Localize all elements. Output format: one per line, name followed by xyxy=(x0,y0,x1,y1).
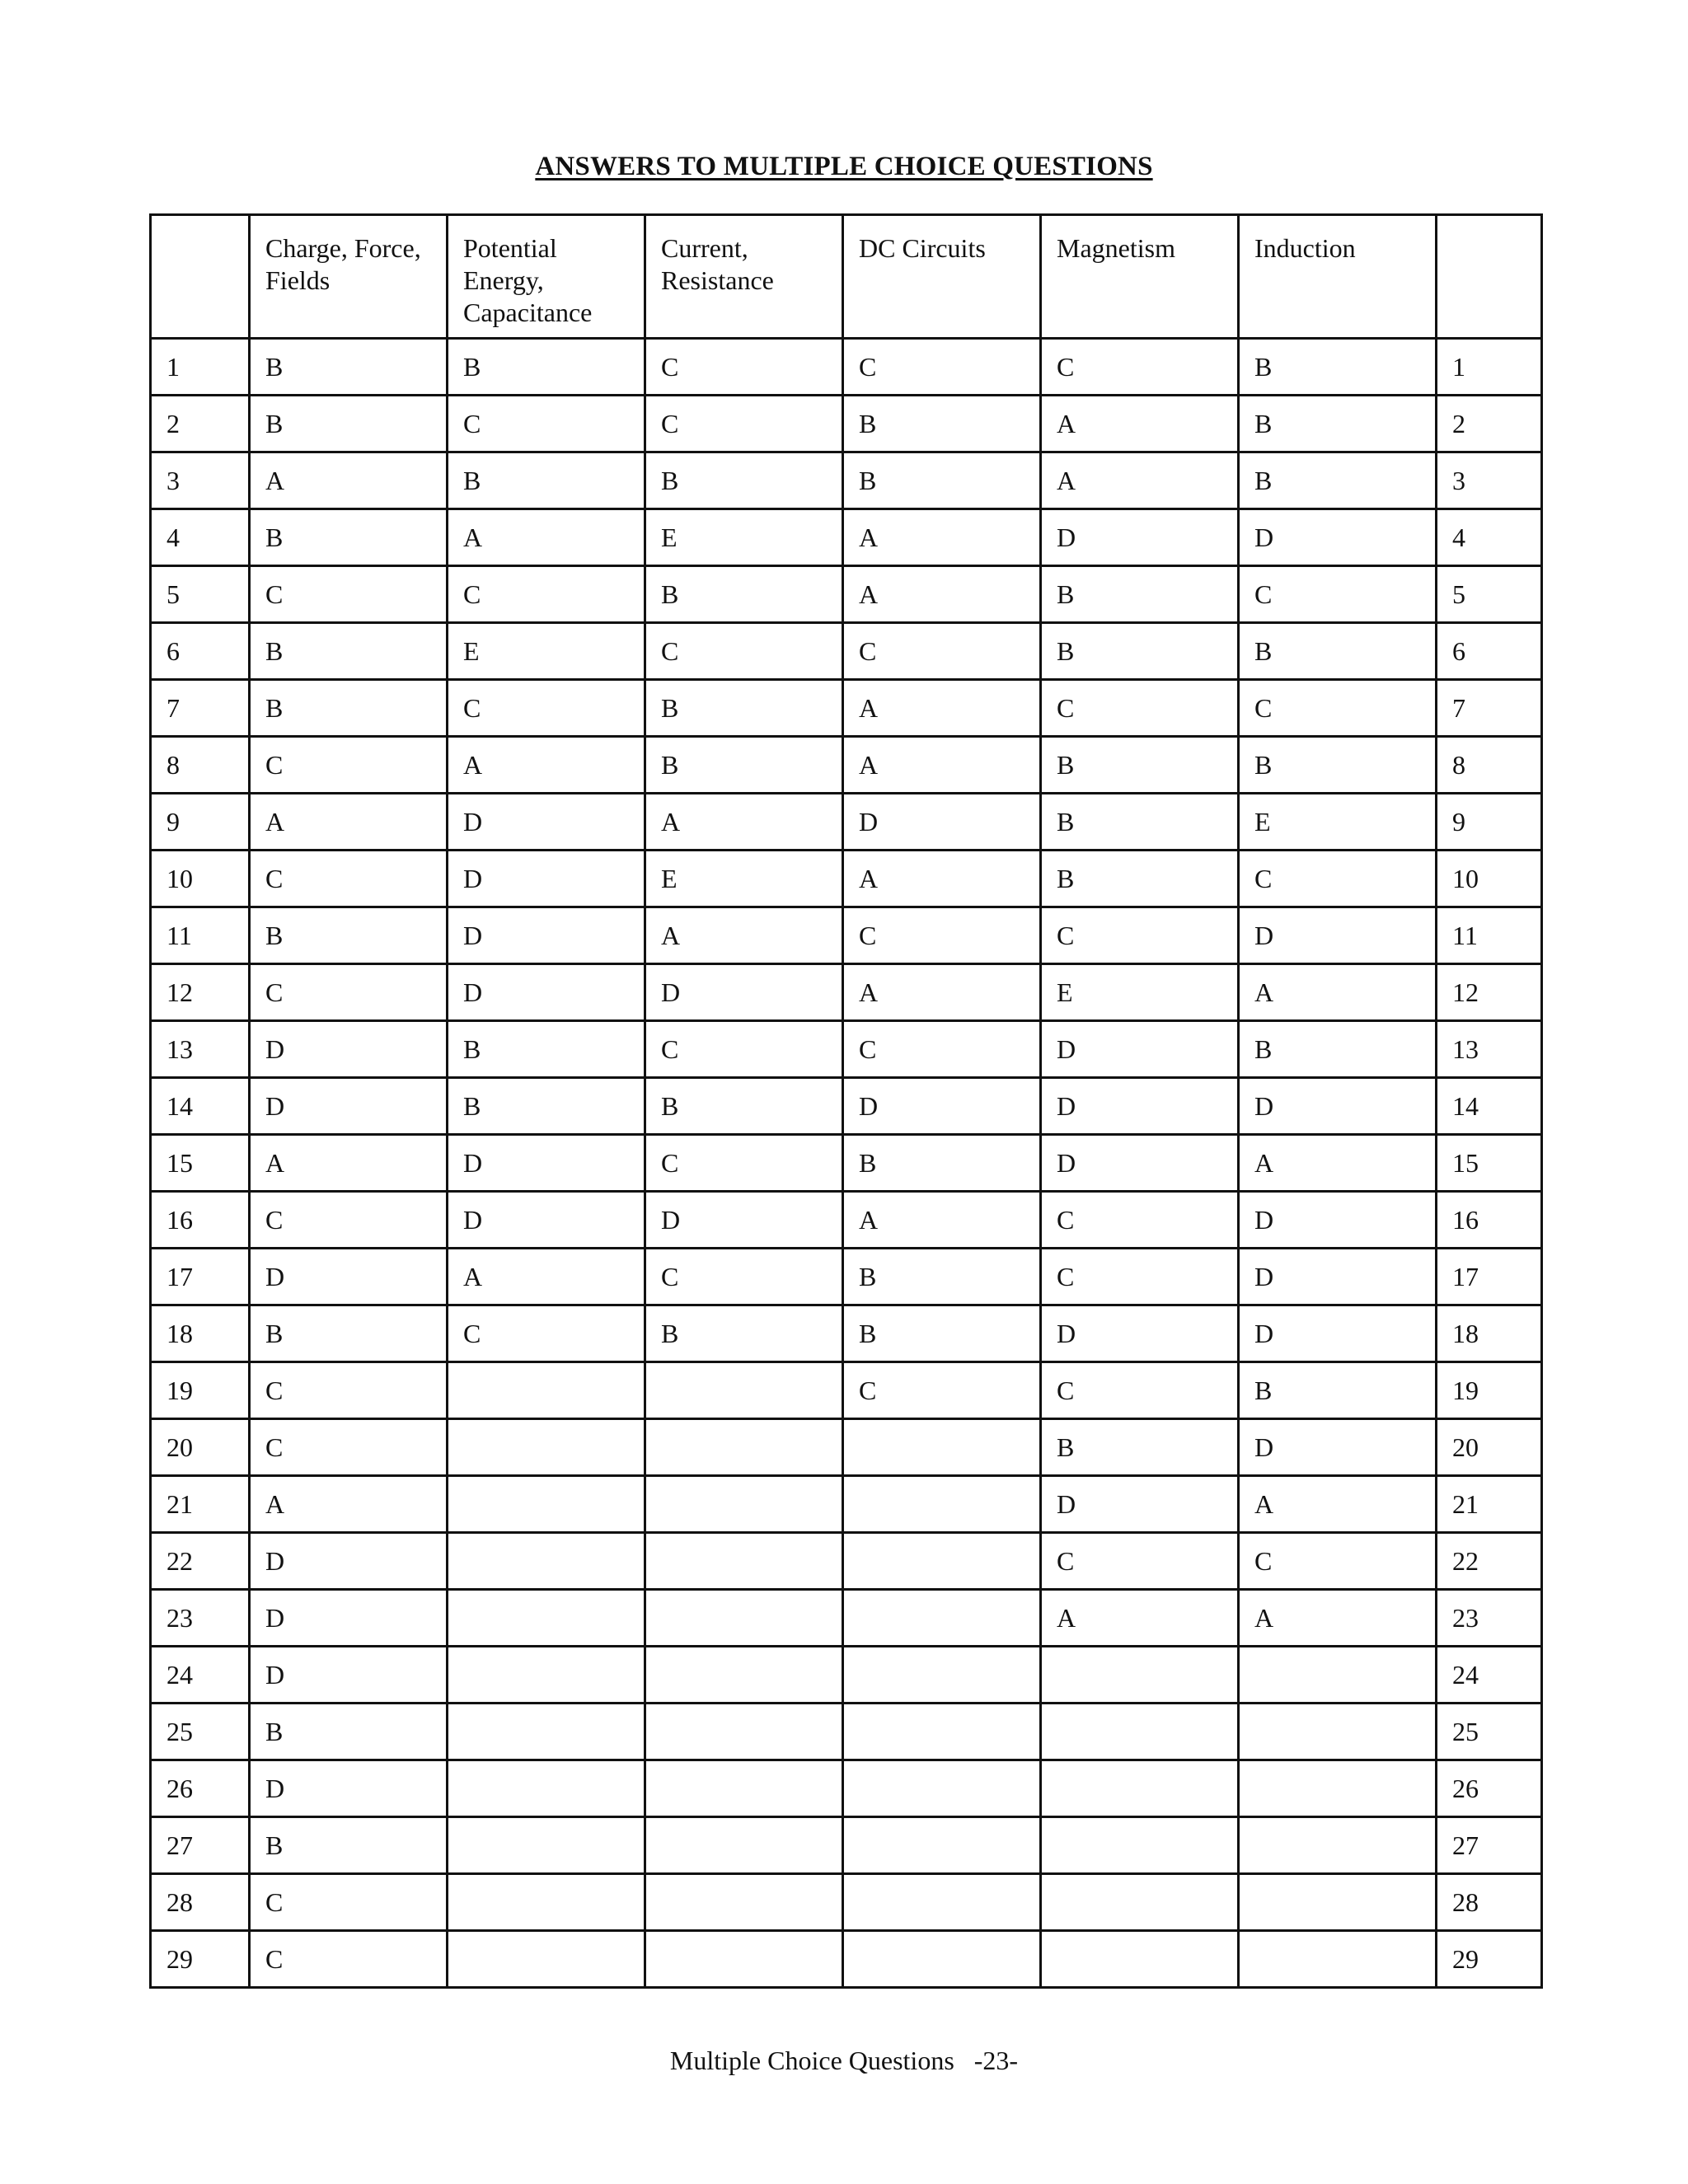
question-number-left: 8 xyxy=(151,737,250,794)
table-row xyxy=(151,1647,1542,1704)
question-number-left: 27 xyxy=(151,1817,250,1874)
question-number-left: 7 xyxy=(151,680,250,737)
footer-label: Multiple Choice Questions xyxy=(669,2046,954,2075)
answer-cell: A xyxy=(645,907,843,964)
question-number-right: 21 xyxy=(1437,1476,1542,1533)
question-number-right: 24 xyxy=(1437,1647,1542,1704)
table-row xyxy=(151,566,1542,623)
question-number-left: 2 xyxy=(151,396,250,452)
answer-cell: D xyxy=(250,1760,448,1817)
question-number-right: 2 xyxy=(1437,396,1542,452)
answer-cell xyxy=(448,1874,645,1931)
answer-cell: A xyxy=(1239,1590,1437,1647)
question-number-right: 9 xyxy=(1437,794,1542,851)
table-row xyxy=(151,1021,1542,1078)
table-row xyxy=(151,452,1542,509)
answer-cell: A xyxy=(843,737,1041,794)
answer-cell: E xyxy=(448,623,645,680)
answer-cell: C xyxy=(843,1362,1041,1419)
table-row xyxy=(151,1192,1542,1249)
answer-cell: D xyxy=(250,1078,448,1135)
answer-cell: D xyxy=(645,964,843,1021)
answer-cell xyxy=(645,1362,843,1419)
answer-cell: B xyxy=(843,1249,1041,1305)
answer-cell: D xyxy=(1239,509,1437,566)
answer-cell xyxy=(1041,1874,1239,1931)
question-number-left: 3 xyxy=(151,452,250,509)
answer-cell: B xyxy=(843,1305,1041,1362)
question-number-left: 4 xyxy=(151,509,250,566)
answer-cell: A xyxy=(1239,1476,1437,1533)
answer-cell: C xyxy=(843,1021,1041,1078)
question-number-left: 5 xyxy=(151,566,250,623)
question-number-right: 1 xyxy=(1437,339,1542,396)
answer-cell: B xyxy=(1239,623,1437,680)
header-corner-right xyxy=(1437,215,1542,339)
answer-cell: B xyxy=(1041,566,1239,623)
answer-cell: D xyxy=(843,794,1041,851)
question-number-right: 10 xyxy=(1437,851,1542,907)
question-number-right: 6 xyxy=(1437,623,1542,680)
answer-cell: B xyxy=(250,907,448,964)
question-number-right: 25 xyxy=(1437,1704,1542,1760)
answer-cell: B xyxy=(448,1021,645,1078)
column-header: Induction xyxy=(1239,215,1437,339)
answer-cell xyxy=(1239,1704,1437,1760)
answer-cell: A xyxy=(1041,1590,1239,1647)
answer-cell: B xyxy=(250,680,448,737)
answer-cell: C xyxy=(448,680,645,737)
answer-cell: A xyxy=(250,452,448,509)
answer-cell: A xyxy=(448,737,645,794)
question-number-left: 28 xyxy=(151,1874,250,1931)
answer-cell: C xyxy=(1041,1533,1239,1590)
question-number-right: 29 xyxy=(1437,1931,1542,1988)
question-number-left: 13 xyxy=(151,1021,250,1078)
column-header: Magnetism xyxy=(1041,215,1239,339)
answer-cell: A xyxy=(448,509,645,566)
question-number-right: 12 xyxy=(1437,964,1542,1021)
question-number-left: 23 xyxy=(151,1590,250,1647)
answer-cell: C xyxy=(250,851,448,907)
page-number: -23- xyxy=(973,2046,1019,2075)
answer-cell: B xyxy=(645,737,843,794)
answer-cell: C xyxy=(645,1249,843,1305)
table-row xyxy=(151,1419,1542,1476)
question-number-right: 15 xyxy=(1437,1135,1542,1192)
table-row xyxy=(151,1704,1542,1760)
question-number-left: 11 xyxy=(151,907,250,964)
answer-cell: D xyxy=(1239,1305,1437,1362)
answer-cell: C xyxy=(250,1192,448,1249)
answer-cell: D xyxy=(1041,1135,1239,1192)
table-row xyxy=(151,1931,1542,1988)
answer-cell: D xyxy=(1041,509,1239,566)
answer-cell xyxy=(843,1874,1041,1931)
answer-cell: C xyxy=(1041,680,1239,737)
answer-cell: B xyxy=(1041,737,1239,794)
question-number-left: 19 xyxy=(151,1362,250,1419)
answer-cell: D xyxy=(448,964,645,1021)
header-corner-left xyxy=(151,215,250,339)
answer-cell: C xyxy=(645,1021,843,1078)
answer-cell: A xyxy=(843,509,1041,566)
table-row xyxy=(151,1305,1542,1362)
answer-cell: D xyxy=(1239,1249,1437,1305)
answer-cell: A xyxy=(1041,452,1239,509)
table-row xyxy=(151,737,1542,794)
answer-cell: E xyxy=(1041,964,1239,1021)
question-number-left: 12 xyxy=(151,964,250,1021)
question-number-left: 9 xyxy=(151,794,250,851)
answer-cell: C xyxy=(250,1362,448,1419)
question-number-right: 5 xyxy=(1437,566,1542,623)
answer-cell xyxy=(843,1590,1041,1647)
answer-cell xyxy=(448,1362,645,1419)
answer-cell: D xyxy=(1041,1305,1239,1362)
answer-cell xyxy=(448,1704,645,1760)
answer-cell xyxy=(448,1760,645,1817)
question-number-right: 20 xyxy=(1437,1419,1542,1476)
table-row xyxy=(151,1362,1542,1419)
answer-cell: C xyxy=(1239,680,1437,737)
column-header: Current, Resistance xyxy=(645,215,843,339)
answer-cell: D xyxy=(250,1021,448,1078)
column-header: DC Circuits xyxy=(843,215,1041,339)
answer-cell: B xyxy=(448,1078,645,1135)
question-number-right: 17 xyxy=(1437,1249,1542,1305)
question-number-left: 14 xyxy=(151,1078,250,1135)
question-number-right: 18 xyxy=(1437,1305,1542,1362)
question-number-right: 23 xyxy=(1437,1590,1542,1647)
answer-cell xyxy=(645,1419,843,1476)
question-number-right: 4 xyxy=(1437,509,1542,566)
answer-cell xyxy=(645,1874,843,1931)
question-number-right: 27 xyxy=(1437,1817,1542,1874)
answer-cell xyxy=(1041,1760,1239,1817)
answer-cell xyxy=(645,1704,843,1760)
answer-cell: B xyxy=(1239,737,1437,794)
answer-cell: B xyxy=(645,566,843,623)
answer-cell: B xyxy=(1239,396,1437,452)
answer-cell: C xyxy=(843,339,1041,396)
answer-table-body xyxy=(151,339,1542,1988)
answer-cell xyxy=(645,1931,843,1988)
answer-cell: B xyxy=(1239,1021,1437,1078)
question-number-left: 18 xyxy=(151,1305,250,1362)
question-number-right: 13 xyxy=(1437,1021,1542,1078)
answer-cell xyxy=(645,1476,843,1533)
answer-cell xyxy=(448,1817,645,1874)
answer-cell: B xyxy=(645,452,843,509)
question-number-left: 25 xyxy=(151,1704,250,1760)
answer-cell xyxy=(843,1476,1041,1533)
answer-cell: D xyxy=(1239,1192,1437,1249)
answer-cell xyxy=(1041,1817,1239,1874)
answer-cell xyxy=(843,1647,1041,1704)
answer-cell xyxy=(645,1533,843,1590)
answer-cell: B xyxy=(843,1135,1041,1192)
question-number-right: 11 xyxy=(1437,907,1542,964)
answer-cell xyxy=(448,1590,645,1647)
table-row xyxy=(151,1476,1542,1533)
answer-cell: C xyxy=(645,339,843,396)
answer-cell: D xyxy=(1041,1021,1239,1078)
answer-cell xyxy=(843,1533,1041,1590)
answer-cell: D xyxy=(250,1590,448,1647)
answer-cell: B xyxy=(250,509,448,566)
answer-cell: C xyxy=(1041,339,1239,396)
question-number-right: 26 xyxy=(1437,1760,1542,1817)
question-number-left: 16 xyxy=(151,1192,250,1249)
table-row xyxy=(151,1249,1542,1305)
answer-cell xyxy=(843,1704,1041,1760)
answer-cell: B xyxy=(1041,623,1239,680)
answer-cell xyxy=(448,1419,645,1476)
answer-cell: B xyxy=(1239,339,1437,396)
answer-cell: A xyxy=(1041,396,1239,452)
answer-cell: B xyxy=(843,396,1041,452)
answer-cell: D xyxy=(1239,1078,1437,1135)
answer-cell: D xyxy=(448,1135,645,1192)
question-number-left: 22 xyxy=(151,1533,250,1590)
table-row xyxy=(151,794,1542,851)
answer-cell: A xyxy=(843,566,1041,623)
answer-cell: B xyxy=(1041,1419,1239,1476)
question-number-left: 24 xyxy=(151,1647,250,1704)
answer-cell: C xyxy=(1041,1362,1239,1419)
answer-cell: E xyxy=(645,509,843,566)
answer-cell: B xyxy=(843,452,1041,509)
answer-cell: C xyxy=(1239,1533,1437,1590)
answer-cell: B xyxy=(250,1704,448,1760)
answer-cell xyxy=(448,1533,645,1590)
answer-cell: B xyxy=(645,1305,843,1362)
question-number-left: 15 xyxy=(151,1135,250,1192)
question-number-right: 16 xyxy=(1437,1192,1542,1249)
question-number-left: 20 xyxy=(151,1419,250,1476)
answer-cell: A xyxy=(843,851,1041,907)
answer-cell: B xyxy=(250,1817,448,1874)
answer-cell: D xyxy=(1239,1419,1437,1476)
column-header: Potential Energy, Capacitance xyxy=(448,215,645,339)
answer-cell xyxy=(1239,1931,1437,1988)
question-number-right: 28 xyxy=(1437,1874,1542,1931)
answer-cell xyxy=(1041,1647,1239,1704)
answer-cell: D xyxy=(1239,907,1437,964)
answer-cell: C xyxy=(645,1135,843,1192)
table-row xyxy=(151,1817,1542,1874)
question-number-left: 6 xyxy=(151,623,250,680)
answer-cell: C xyxy=(1041,907,1239,964)
question-number-left: 1 xyxy=(151,339,250,396)
answer-cell: C xyxy=(645,396,843,452)
answer-cell xyxy=(843,1931,1041,1988)
answer-cell: D xyxy=(843,1078,1041,1135)
question-number-left: 17 xyxy=(151,1249,250,1305)
answer-cell: D xyxy=(250,1647,448,1704)
answer-cell: C xyxy=(448,566,645,623)
answer-cell: B xyxy=(1239,1362,1437,1419)
answer-cell: A xyxy=(645,794,843,851)
table-row xyxy=(151,623,1542,680)
question-number-right: 7 xyxy=(1437,680,1542,737)
answer-cell xyxy=(645,1760,843,1817)
answer-cell: B xyxy=(1041,851,1239,907)
question-number-left: 29 xyxy=(151,1931,250,1988)
answer-cell: D xyxy=(448,794,645,851)
answer-cell: A xyxy=(448,1249,645,1305)
table-row xyxy=(151,851,1542,907)
answer-cell xyxy=(843,1760,1041,1817)
answer-cell: B xyxy=(645,1078,843,1135)
question-number-right: 8 xyxy=(1437,737,1542,794)
table-row xyxy=(151,680,1542,737)
answer-cell: D xyxy=(250,1533,448,1590)
answer-cell: C xyxy=(1239,851,1437,907)
answer-cell: A xyxy=(1239,964,1437,1021)
question-number-right: 3 xyxy=(1437,452,1542,509)
column-header: Charge, Force, Fields xyxy=(250,215,448,339)
answer-cell: B xyxy=(250,396,448,452)
question-number-right: 14 xyxy=(1437,1078,1542,1135)
answer-cell: D xyxy=(1041,1078,1239,1135)
answer-cell xyxy=(645,1817,843,1874)
answer-cell: C xyxy=(1239,566,1437,623)
table-row xyxy=(151,509,1542,566)
answer-cell: A xyxy=(843,680,1041,737)
answer-cell xyxy=(1041,1704,1239,1760)
answer-cell: B xyxy=(250,339,448,396)
answer-cell xyxy=(843,1817,1041,1874)
answer-cell: A xyxy=(843,1192,1041,1249)
answer-table xyxy=(149,213,1543,1989)
answer-cell: C xyxy=(843,907,1041,964)
question-number-right: 19 xyxy=(1437,1362,1542,1419)
answer-cell: A xyxy=(1239,1135,1437,1192)
answer-cell: B xyxy=(1041,794,1239,851)
answer-cell xyxy=(1239,1760,1437,1817)
answer-cell: C xyxy=(1041,1249,1239,1305)
answer-cell: C xyxy=(250,1419,448,1476)
answer-cell xyxy=(448,1476,645,1533)
answer-cell: D xyxy=(250,1249,448,1305)
answer-cell: A xyxy=(250,1135,448,1192)
table-row xyxy=(151,1874,1542,1931)
header-row xyxy=(151,215,1542,339)
answer-cell: C xyxy=(843,623,1041,680)
answer-cell: C xyxy=(645,623,843,680)
answer-cell: B xyxy=(448,339,645,396)
answer-cell xyxy=(645,1590,843,1647)
answer-cell: E xyxy=(645,851,843,907)
table-row xyxy=(151,907,1542,964)
answer-cell: D xyxy=(448,1192,645,1249)
table-row xyxy=(151,1533,1542,1590)
table-row xyxy=(151,1590,1542,1647)
answer-cell: E xyxy=(1239,794,1437,851)
answer-cell xyxy=(1041,1931,1239,1988)
table-row xyxy=(151,1760,1542,1817)
answer-cell: C xyxy=(448,396,645,452)
answer-cell: C xyxy=(250,1931,448,1988)
answer-cell: D xyxy=(645,1192,843,1249)
answer-cell xyxy=(448,1931,645,1988)
answer-cell: A xyxy=(250,794,448,851)
table-row xyxy=(151,396,1542,452)
answer-cell: C xyxy=(250,964,448,1021)
answer-cell: C xyxy=(1041,1192,1239,1249)
table-row xyxy=(151,1135,1542,1192)
question-number-left: 21 xyxy=(151,1476,250,1533)
answer-cell: B xyxy=(1239,452,1437,509)
answer-cell xyxy=(843,1419,1041,1476)
answer-cell: D xyxy=(448,907,645,964)
answer-cell xyxy=(645,1647,843,1704)
table-row xyxy=(151,339,1542,396)
answer-cell: B xyxy=(448,452,645,509)
page-title: ANSWERS TO MULTIPLE CHOICE QUESTIONS xyxy=(535,152,1153,181)
answer-cell: C xyxy=(250,1874,448,1931)
answer-cell xyxy=(1239,1647,1437,1704)
answer-cell: B xyxy=(645,680,843,737)
question-number-right: 22 xyxy=(1437,1533,1542,1590)
answer-cell: C xyxy=(250,737,448,794)
answer-cell: D xyxy=(1041,1476,1239,1533)
question-number-left: 10 xyxy=(151,851,250,907)
question-number-left: 26 xyxy=(151,1760,250,1817)
answer-cell xyxy=(1239,1817,1437,1874)
answer-table-header xyxy=(151,215,1542,339)
page-footer xyxy=(0,2044,1688,2077)
answer-cell: C xyxy=(448,1305,645,1362)
answer-cell xyxy=(1239,1874,1437,1931)
answer-cell: B xyxy=(250,623,448,680)
answer-cell: C xyxy=(250,566,448,623)
answer-cell: D xyxy=(448,851,645,907)
answer-cell: A xyxy=(250,1476,448,1533)
answer-cell xyxy=(448,1647,645,1704)
answer-cell: A xyxy=(843,964,1041,1021)
answer-cell: B xyxy=(250,1305,448,1362)
table-row xyxy=(151,964,1542,1021)
table-row xyxy=(151,1078,1542,1135)
